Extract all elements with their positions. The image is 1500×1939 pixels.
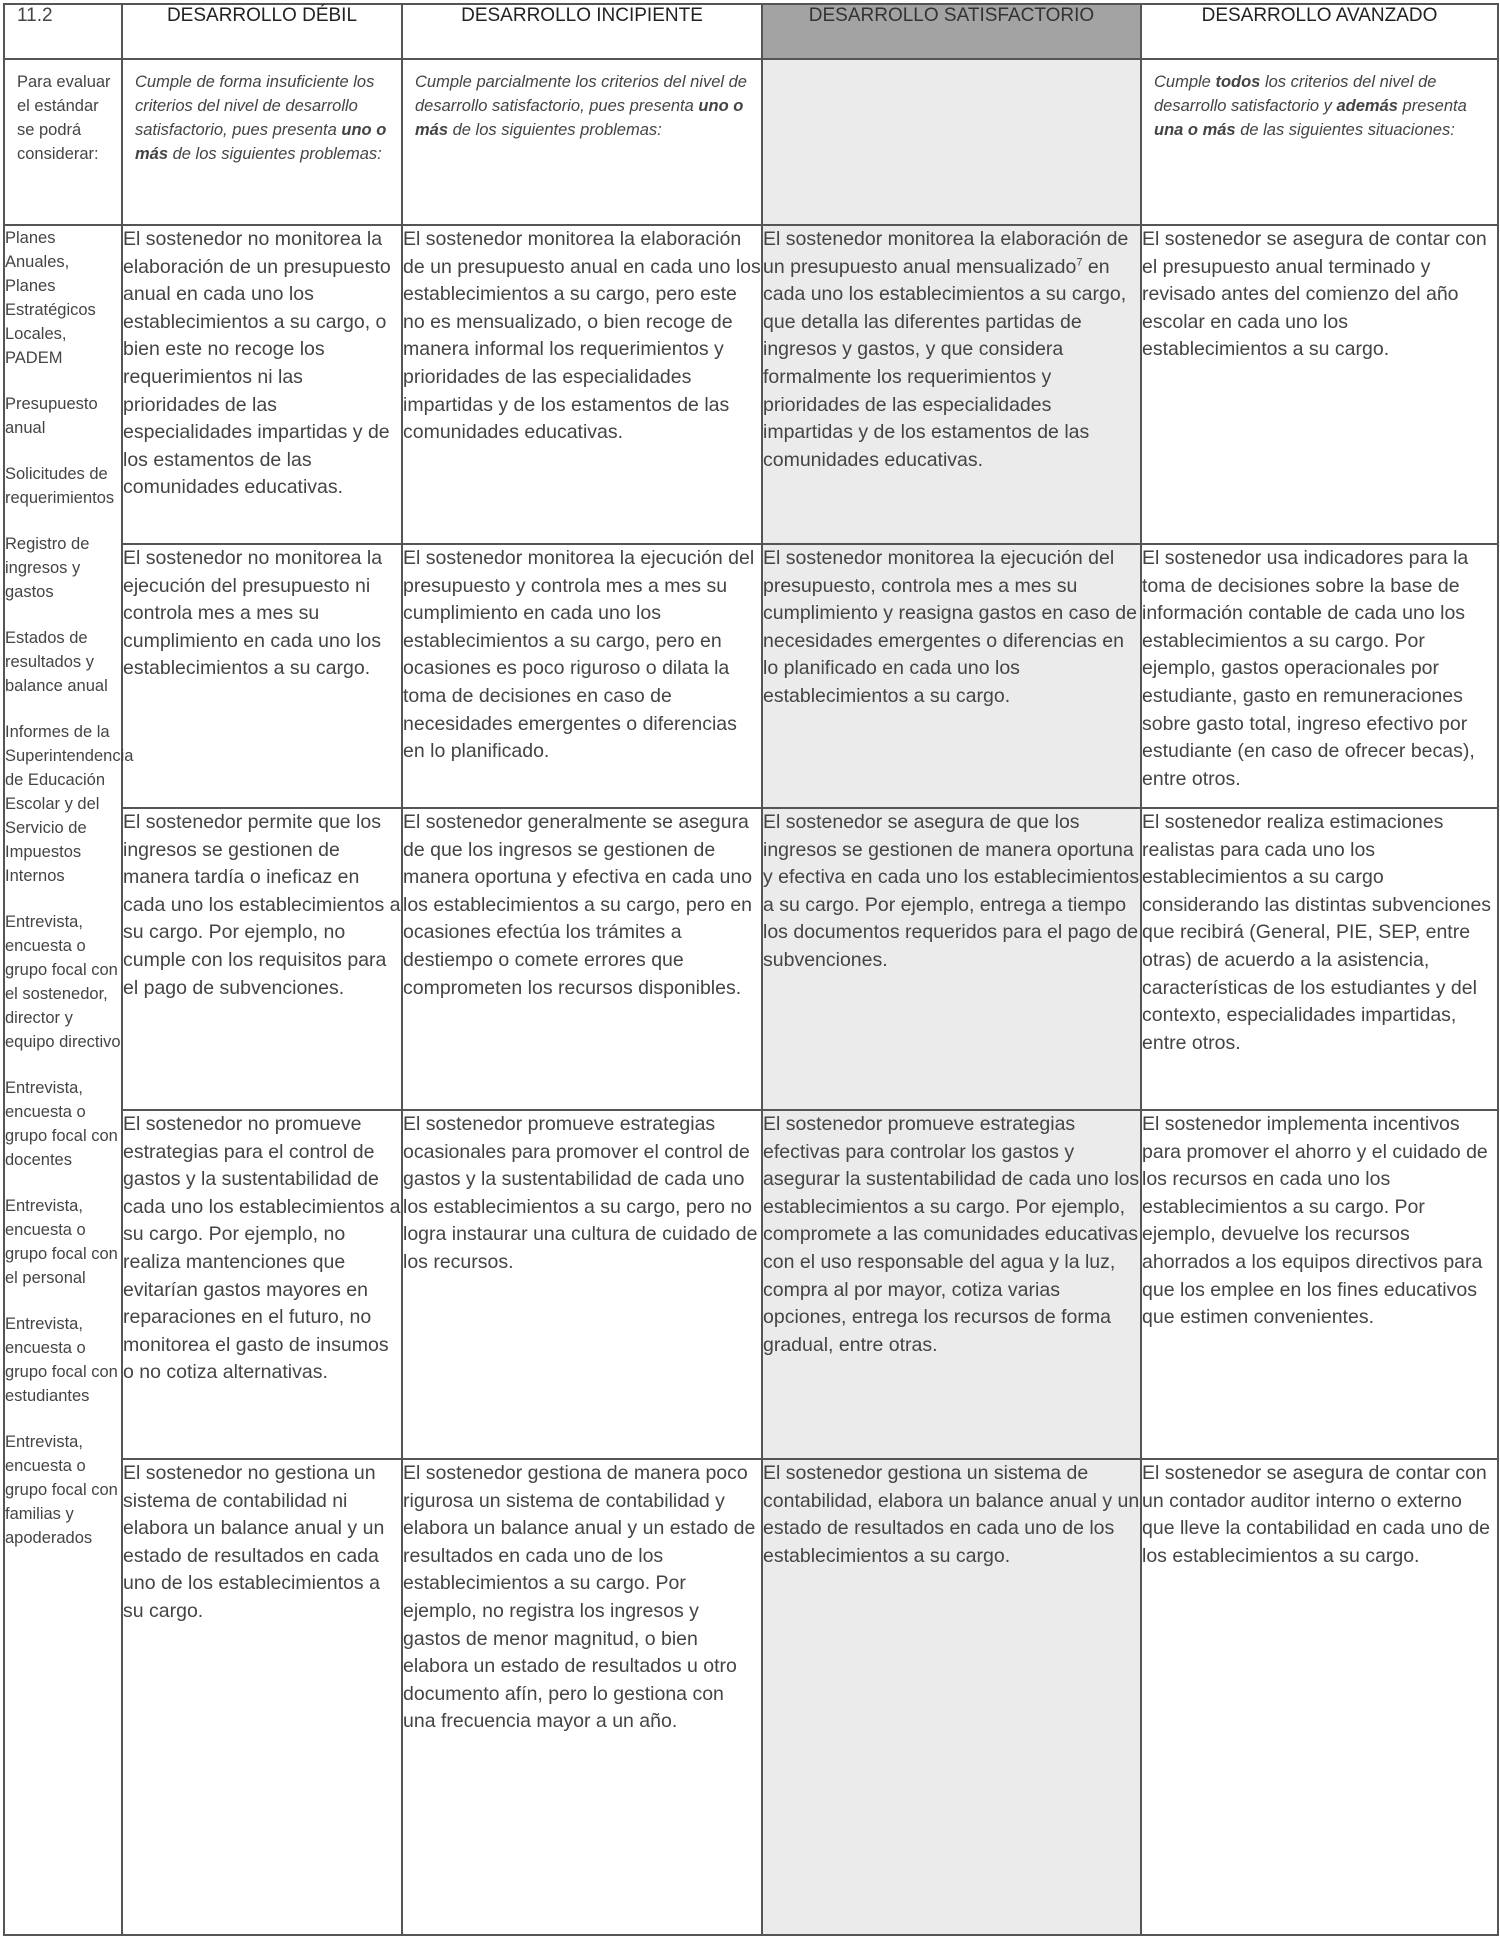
criterion-row-5	[4, 1459, 1498, 1935]
row1-incipiente: El sostenedor monitorea la elaboración de un presupuesto anual en cada uno los establecimientos a su cargo, pero este no es mensualizado, o bien recoge de manera informal los requerimientos y prioridades de las especialidades impartidas y de los estamentos de las comunidades educativas.	[402, 225, 762, 544]
level-avanzado-header: DESARROLLO AVANZADO	[1141, 4, 1498, 59]
evidence-item: Registro de ingresos y gastos	[5, 535, 90, 601]
intro-row	[4, 59, 1498, 225]
footnote-ref: 7	[1076, 256, 1083, 269]
row2-debil: El sostenedor no monitorea la ejecución del presupuesto ni controla mes a mes su cumplimiento en cada uno los establecimientos a su cargo.	[122, 544, 402, 808]
row1-avanzado: El sostenedor se asegura de contar con el presupuesto anual terminado y revisado antes del comienzo del año escolar en cada uno los establecimientos a su cargo.	[1141, 225, 1498, 544]
evidence-item: Entrevista, encuesta o grupo focal con el personal	[5, 1197, 118, 1287]
evaluation-intro: Para evaluar el estándar se podrá considerar:	[4, 59, 122, 225]
evidence-item: Entrevista, encuesta o grupo focal con el sostenedor, director y equipo directivo	[5, 913, 121, 1051]
level-incipiente-header: DESARROLLO INCIPIENTE	[402, 4, 762, 59]
evidence-item: Presupuesto anual	[5, 395, 98, 437]
header-row	[4, 4, 1498, 59]
row2-avanzado: El sostenedor usa indicadores para la toma de decisiones sobre la base de información contable de cada uno los establecimientos a su cargo. Por ejemplo, gastos operacionales por estudiante, gasto en remuneraciones sobre gasto total, ingreso efectivo por estudiante (en caso de ofrecer becas), entre otros.	[1141, 544, 1498, 808]
row5-avanzado: El sostenedor se asegura de contar con un contador auditor interno o externo que lleve la contabilidad en cada uno de los establecimientos a su cargo.	[1141, 1459, 1498, 1935]
evidence-item: Entrevista, encuesta o grupo focal con estudiantes	[5, 1315, 118, 1405]
criterion-row-1	[4, 225, 1498, 544]
level-satisfactorio-header: DESARROLLO SATISFACTORIO	[762, 4, 1141, 59]
row4-avanzado: El sostenedor implementa incentivos para promover el ahorro y el cuidado de los recursos en cada uno los establecimientos a su cargo. Por ejemplo, devuelve los recursos ahorrados a los equipos directivos para que los emplee en los fines educativos que estimen convenientes.	[1141, 1110, 1498, 1459]
row4-debil: El sostenedor no promueve estrategias para el control de gastos y la sustentabilidad de cada uno los establecimientos a su cargo. Por ejemplo, no realiza mantenciones que evitarían gastos mayores en reparaciones en el futuro, no monitorea el gasto de insumos o no cotiza alternativas.	[122, 1110, 402, 1459]
avanzado-description: Cumple todos los criterios del nivel de desarrollo satisfactorio y además presenta una o más de las siguientes situaciones:	[1141, 59, 1498, 225]
row1-satisfactorio: El sostenedor monitorea la elaboración de un presupuesto anual mensualizado$^7$ en cada uno los establecimientos a su cargo, que detalla las diferentes partidas de ingresos y gastos, y que considera formalmente los requerimientos y prioridades de las especialidades impartidas y de los estamentos de las comunidades educativas.	[762, 225, 1141, 544]
evidence-item: Entrevista, encuesta o grupo focal con docentes	[5, 1079, 118, 1169]
row2-satisfactorio: El sostenedor monitorea la ejecución del presupuesto, controla mes a mes su cumplimiento y reasigna gastos en caso de necesidades emergentes o diferencias en lo planificado en cada uno los establecimientos a su cargo.	[762, 544, 1141, 808]
satisfactorio-description	[762, 59, 1141, 225]
row3-satisfactorio: El sostenedor se asegura de que los ingresos se gestionen de manera oportuna y efectiva en cada uno los establecimientos a su cargo. Por ejemplo, entrega a tiempo los documentos requeridos para el pago de subvenciones.	[762, 808, 1141, 1110]
incipiente-description: Cumple parcialmente los criterios del nivel de desarrollo satisfactorio, pues presenta uno o más de los siguientes problemas:	[402, 59, 762, 225]
criterion-row-3	[4, 808, 1498, 1110]
row3-avanzado: El sostenedor realiza estimaciones realistas para cada uno los establecimientos a su cargo considerando las distintas subvenciones que recibirá (General, PIE, SEP, entre otras) de acuerdo a la asistencia, características de los estudiantes y del contexto, especialidades impartidas, entre otros.	[1141, 808, 1498, 1110]
row5-debil: El sostenedor no gestiona un sistema de contabilidad ni elabora un balance anual y un estado de resultados en cada uno de los establecimientos a su cargo.	[122, 1459, 402, 1935]
evidence-list	[4, 225, 134, 1935]
row3-incipiente: El sostenedor generalmente se asegura de que los ingresos se gestionen de manera oportuna y efectiva en cada uno los establecimientos a su cargo, pero en ocasiones efectúa los trámites a destiempo o comete errores que comprometen los recursos disponibles.	[402, 808, 762, 1110]
rubric-table	[3, 3, 1499, 1936]
row5-satisfactorio: El sostenedor gestiona un sistema de contabilidad, elabora un balance anual y un estado de resultados en cada uno de los establecimientos a su cargo.	[762, 1459, 1141, 1935]
evidence-item: Planes Anuales, Planes Estratégicos Locales, PADEM	[5, 229, 96, 367]
row3-debil: El sostenedor permite que los ingresos se gestionen de manera tardía o ineficaz en cada uno los establecimientos a su cargo. Por ejemplo, no cumple con los requisitos para el pago de subvenciones.	[122, 808, 402, 1110]
evidence-item: Informes de la Superintendencia de Educación Escolar y del Servicio de Impuestos Internos	[5, 723, 134, 885]
evidence-item: Entrevista, encuesta o grupo focal con familias y apoderados	[5, 1433, 118, 1547]
level-debil-header: DESARROLLO DÉBIL	[122, 4, 402, 59]
evidence-item: Solicitudes de requerimientos	[5, 465, 115, 507]
row2-incipiente: El sostenedor monitorea la ejecución del presupuesto y controla mes a mes su cumplimiento en cada uno los establecimientos a su cargo, pero en ocasiones es poco riguroso o dilata la toma de decisiones en caso de necesidades emergentes o diferencias en lo planificado.	[402, 544, 762, 808]
row1-debil: El sostenedor no monitorea la elaboración de un presupuesto anual en cada uno los establecimientos a su cargo, o bien este no recoge los requerimientos ni las prioridades de las especialidades impartidas y de los estamentos de las comunidades educativas.	[122, 225, 402, 544]
row4-incipiente: El sostenedor promueve estrategias ocasionales para promover el control de gastos y la sustentabilidad de cada uno los establecimientos a su cargo, pero no logra instaurar una cultura de cuidado de los recursos.	[402, 1110, 762, 1459]
standard-code: 11.2	[4, 4, 122, 59]
row5-incipiente: El sostenedor gestiona de manera poco rigurosa un sistema de contabilidad y elabora un balance anual y un estado de resultados en cada uno de los establecimientos a su cargo. Por ejemplo, no registra los ingresos y gastos de menor magnitud, o bien elabora un estado de resultados u otro documento afín, pero lo gestiona con una frecuencia mayor a un año.	[402, 1459, 762, 1935]
criterion-row-2	[4, 544, 1498, 808]
evidence-item: Estados de resultados y balance anual	[5, 629, 108, 695]
debil-description: Cumple de forma insuficiente los criterios del nivel de desarrollo satisfactorio, pues presenta uno o más de los siguientes problemas:	[122, 59, 402, 225]
row4-satisfactorio: El sostenedor promueve estrategias efectivas para controlar los gastos y asegurar la sustentabilidad de cada uno los establecimientos a su cargo. Por ejemplo, compromete a las comunidades educativas con el uso responsable del agua y la luz, compra al por mayor, cotiza varias opciones, entrega los recursos de forma gradual, entre otras.	[762, 1110, 1141, 1459]
criterion-row-4	[4, 1110, 1498, 1459]
